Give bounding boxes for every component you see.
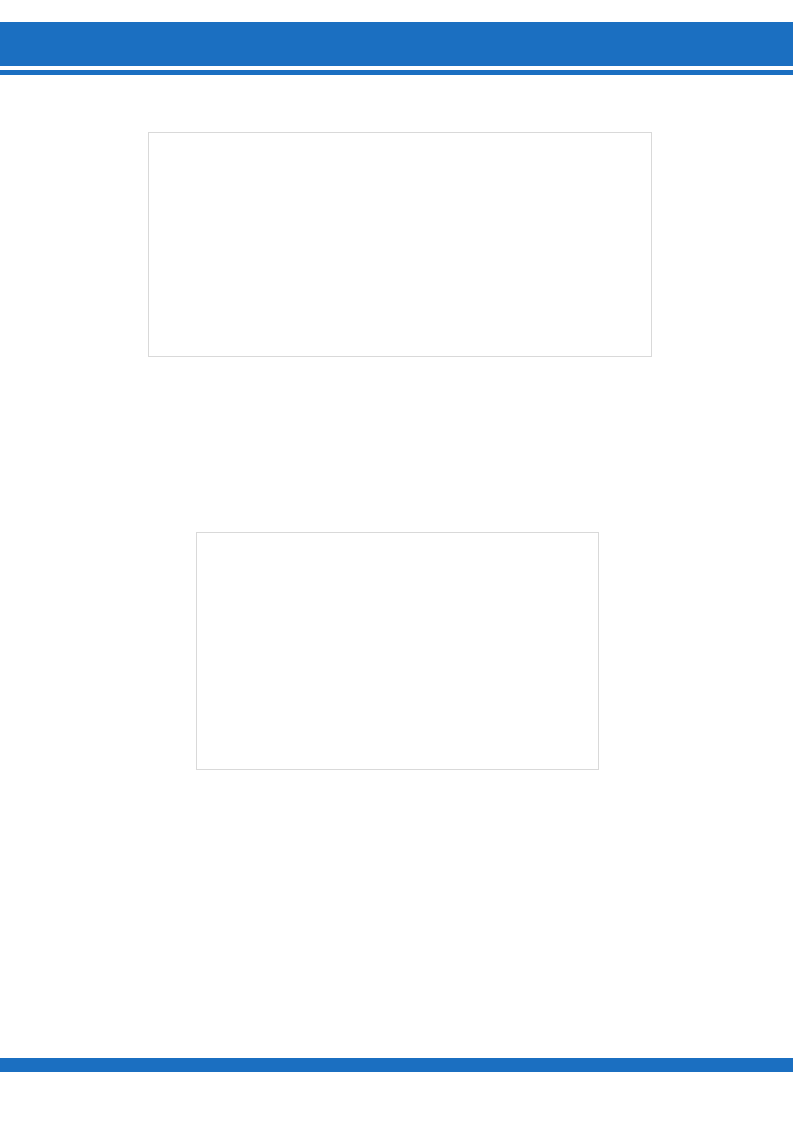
figure-1-10-pie-chart [196, 532, 599, 770]
report-header [0, 22, 793, 66]
pie-chart-svg [197, 533, 598, 769]
footer-bar [0, 1058, 793, 1072]
header-rule [0, 70, 793, 75]
bar-chart-svg [149, 133, 651, 356]
figure-1-9-bar-chart [148, 132, 652, 357]
